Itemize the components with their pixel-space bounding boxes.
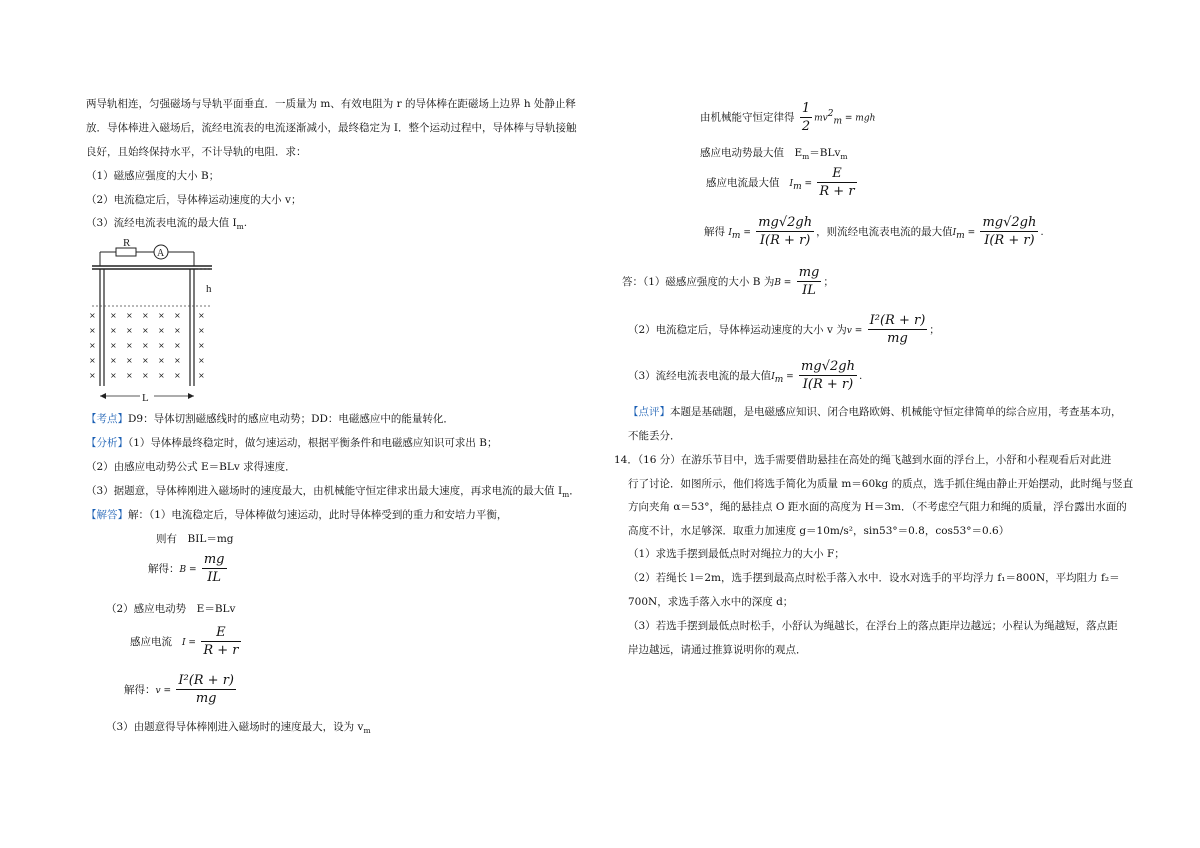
p14-question-3b: 岸边越远，请通过推算说明你的观点．: [628, 644, 807, 656]
svg-text:×: ×: [198, 341, 205, 350]
resistor-label: R: [123, 238, 131, 249]
svg-text:×: ×: [110, 341, 117, 350]
p14-question-2a: （2）若绳长 l＝2m，选手摆到最高点时松手落入水中．设水对选手的平均浮力 f₁＝800N，平均阻力 f₂＝: [628, 572, 1120, 584]
svg-text:×: ×: [174, 311, 181, 320]
svg-text:×: ×: [142, 326, 149, 335]
svg-text:×: ×: [158, 341, 165, 350]
svg-text:×: ×: [198, 371, 205, 380]
svg-text:×: ×: [126, 356, 133, 365]
p14-line-2: 行了讨论．如图所示，他们将选手简化为质量 m＝60kg 的质点，选手抓住绳由静止开始摆动，此时绳与竖直: [628, 478, 1134, 490]
question-3: （3）流经电流表电流的最大值 $I_m$.: [86, 217, 248, 232]
svg-text:×: ×: [126, 326, 133, 335]
v-solution: 解得：v = $\frac{\text{I²(R + r)}}{mg}$: [124, 673, 234, 706]
p14-question-1: （1）求选手摆到最低点时对绳拉力的大小 F；: [628, 548, 845, 560]
svg-text:×: ×: [198, 356, 205, 365]
problem-text-line-3: 良好，且始终保持水平，不计导轨的电阻．求：: [86, 146, 307, 158]
imax-solution: 解得 $I_m$ = $\frac{mg√2gh}{I(R + r)}$ ，则流经电流表电流的最大值$I_m$ = $\frac{mg√2gh}{I(R + r)}$ .: [704, 215, 1044, 248]
fenxi-2: （2）由感应电动势公式 E＝BLv 求得速度．: [86, 461, 296, 473]
svg-text:×: ×: [126, 371, 133, 380]
p14-line-1: 14．（16 分）在游乐节目中，选手需要借助悬挂在高处的绳飞越到水面的浮台上，小舒和小程观看后对此进: [614, 454, 1112, 466]
answer-2: （2）电流稳定后，导体棒运动速度的大小 v 为v = $\frac{\text{I²(R + r)}}{mg}$ ；: [628, 313, 940, 346]
field-crosses: [89, 311, 205, 380]
svg-text:×: ×: [142, 371, 149, 380]
svg-text:×: ×: [198, 311, 205, 320]
svg-text:×: ×: [89, 326, 96, 335]
fenxi-3: （3）据题意，导体棒刚进入磁场时的速度最大，由机械能守恒定律求出最大速度，再求电流的最大值 $I_m$．: [86, 485, 580, 500]
svg-text:×: ×: [174, 371, 181, 380]
problem-text-line-1: 两导轨相连，匀强磁场与导轨平面垂直．一质量为 m、有效电阻为 r 的导体棒在距磁场上边界 h 处静止释: [86, 98, 576, 110]
svg-text:×: ×: [142, 311, 149, 320]
step-3: （3）由题意得导体棒刚进入磁场时的速度最大，设为 $v_m$: [106, 721, 371, 736]
dianping-1: 【点评】本题是基础题，是电磁感应知识、闭合电路欧姆、机械能守恒定律简单的综合应用，考查基本功，: [628, 406, 1122, 418]
svg-text:×: ×: [110, 371, 117, 380]
b-solution: 解得：B = $\frac{mg}{IL}$: [148, 552, 225, 585]
svg-text:×: ×: [142, 356, 149, 365]
svg-text:×: ×: [89, 311, 96, 320]
svg-text:×: ×: [174, 356, 181, 365]
svg-text:×: ×: [89, 356, 96, 365]
svg-text:×: ×: [158, 356, 165, 365]
force-balance-eq: 则有 BIL＝mg: [156, 533, 234, 545]
p14-line-4: 高度不计，水足够深．取重力加速度 g＝10m/s²，sin53°＝0.8，cos53°＝0.6）: [628, 525, 1010, 537]
svg-text:×: ×: [126, 341, 133, 350]
p14-question-2b: 700N，求选手落入水中的深度 d；: [628, 596, 794, 608]
answer-3: （3）流经电流表电流的最大值$I_m$ = $\frac{mg√2gh}{I(R + r)}$ .: [628, 359, 863, 392]
svg-text:×: ×: [198, 326, 205, 335]
kaodian: 【考点】D9：导体切割磁感线时的感应电动势；DD：电磁感应中的能量转化．: [86, 413, 454, 425]
p14-line-3: 方向夹角 α＝53°，绳的悬挂点 O 距水面的高度为 H＝3m．（不考虑空气阻力和绳的质量，浮台露出水面的: [628, 501, 1127, 513]
svg-text:×: ×: [158, 326, 165, 335]
ammeter-label: A: [157, 248, 165, 259]
height-label: h: [206, 283, 212, 295]
p14-question-3a: （3）若选手摆到最低点时松手，小舒认为绳越长，在浮台上的落点距岸边越远；小程认为绳越短，落点距: [628, 620, 1118, 632]
svg-text:×: ×: [89, 341, 96, 350]
fenxi-1: 【分析】（1）导体棒最终稳定时，做匀速运动，根据平衡条件和电磁感应知识可求出 B；: [86, 437, 498, 449]
dianping-2: 不能丢分．: [628, 430, 681, 442]
svg-text:×: ×: [89, 371, 96, 380]
current-eq: 感应电流 I = $\frac{E}{R + r}$: [130, 625, 239, 658]
answer-1: 答：（1）磁感应强度的大小 B 为B = $\frac{mg}{IL}$ ；: [622, 265, 834, 298]
rail-magnetic-field-figure: [86, 238, 216, 410]
width-label: L: [142, 392, 149, 404]
svg-text:×: ×: [110, 356, 117, 365]
question-2: （2）电流稳定后，导体棒运动速度的大小 v；: [86, 194, 302, 206]
svg-text:×: ×: [174, 341, 181, 350]
jieda-1: 【解答】解：（1）电流稳定后，导体棒做匀速运动，此时导体棒受到的重力和安培力平衡，: [86, 509, 508, 521]
svg-text:×: ×: [158, 371, 165, 380]
energy-conservation-eq: 由机械能守恒定律得 $\frac{1}{2}$ $mv^2_m$ = mgh: [700, 100, 876, 134]
svg-text:×: ×: [174, 326, 181, 335]
problem-text-line-2: 放．导体棒进入磁场后，流经电流表的电流逐渐减小，最终稳定为 I．整个运动过程中，导体棒与导轨接触: [86, 122, 577, 134]
svg-text:×: ×: [126, 311, 133, 320]
max-emf: 感应电动势最大值 $E_m=BLv_m$: [700, 147, 848, 162]
question-1: （1）磁感应强度的大小 B；: [86, 170, 220, 182]
max-current: 感应电流最大值 $I_m$ = $\frac{E}{R + r}$: [706, 166, 855, 199]
svg-text:×: ×: [142, 341, 149, 350]
svg-text:×: ×: [110, 326, 117, 335]
svg-text:×: ×: [158, 311, 165, 320]
svg-text:×: ×: [110, 311, 117, 320]
emf-eq: （2）感应电动势 E＝BLv: [106, 603, 236, 615]
